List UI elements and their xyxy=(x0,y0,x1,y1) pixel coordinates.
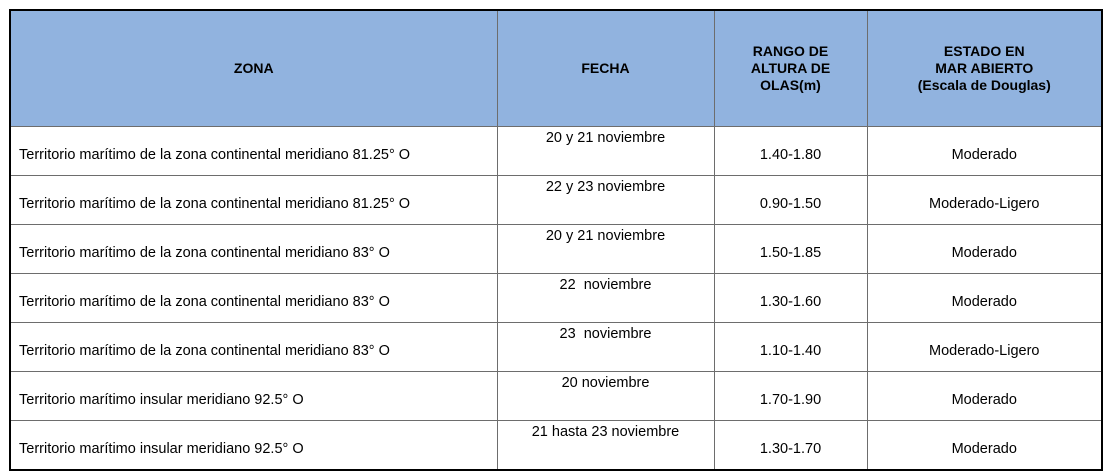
header-estado-line-3: (Escala de Douglas) xyxy=(917,77,1051,93)
cell-rango: 1.30-1.60 xyxy=(714,274,867,323)
cell-estado: Moderado xyxy=(867,127,1102,176)
cell-rango: 1.40-1.80 xyxy=(714,127,867,176)
cell-rango: 1.10-1.40 xyxy=(714,323,867,372)
cell-estado: Moderado xyxy=(867,372,1102,421)
header-rango-line-3: OLAS(m) xyxy=(760,77,821,93)
table-row xyxy=(10,176,1102,225)
cell-rango: 1.50-1.85 xyxy=(714,225,867,274)
header-rango xyxy=(714,10,867,127)
table-row xyxy=(10,372,1102,421)
header-estado xyxy=(867,10,1102,127)
table-header-row xyxy=(10,10,1102,127)
cell-zona: Territorio marítimo insular meridiano 92.5° O xyxy=(10,372,497,421)
cell-fecha: 20 y 21 noviembre xyxy=(497,225,714,274)
cell-fecha: 22 noviembre xyxy=(497,274,714,323)
table-row xyxy=(10,421,1102,471)
header-rango-line-2: ALTURA DE xyxy=(750,60,831,76)
cell-estado: Moderado xyxy=(867,421,1102,471)
cell-zona: Territorio marítimo de la zona continental meridiano 83° O xyxy=(10,225,497,274)
cell-rango: 1.70-1.90 xyxy=(714,372,867,421)
table-row xyxy=(10,323,1102,372)
cell-rango: 1.30-1.70 xyxy=(714,421,867,471)
cell-zona: Territorio marítimo de la zona continental meridiano 83° O xyxy=(10,323,497,372)
table-row xyxy=(10,274,1102,323)
cell-fecha: 20 y 21 noviembre xyxy=(497,127,714,176)
cell-fecha: 21 hasta 23 noviembre xyxy=(497,421,714,471)
header-rango-line-1: RANGO DE xyxy=(752,43,829,59)
cell-estado: Moderado xyxy=(867,225,1102,274)
cell-fecha: 20 noviembre xyxy=(497,372,714,421)
header-estado-line-1: ESTADO EN xyxy=(943,43,1025,59)
cell-zona: Territorio marítimo de la zona continental meridiano 81.25° O xyxy=(10,176,497,225)
header-fecha xyxy=(497,10,714,127)
wave-forecast-table xyxy=(9,9,1103,471)
cell-rango: 0.90-1.50 xyxy=(714,176,867,225)
cell-fecha: 22 y 23 noviembre xyxy=(497,176,714,225)
header-fecha-line: FECHA xyxy=(581,60,630,76)
table-row xyxy=(10,225,1102,274)
cell-zona: Territorio marítimo insular meridiano 92.5° O xyxy=(10,421,497,471)
header-zona-line: ZONA xyxy=(233,60,274,76)
table-row xyxy=(10,127,1102,176)
cell-zona: Territorio marítimo de la zona continental meridiano 83° O xyxy=(10,274,497,323)
cell-zona: Territorio marítimo de la zona continental meridiano 81.25° O xyxy=(10,127,497,176)
cell-fecha: 23 noviembre xyxy=(497,323,714,372)
cell-estado: Moderado-Ligero xyxy=(867,176,1102,225)
cell-estado: Moderado-Ligero xyxy=(867,323,1102,372)
cell-estado: Moderado xyxy=(867,274,1102,323)
header-zona xyxy=(10,10,497,127)
header-estado-line-2: MAR ABIERTO xyxy=(935,60,1034,76)
